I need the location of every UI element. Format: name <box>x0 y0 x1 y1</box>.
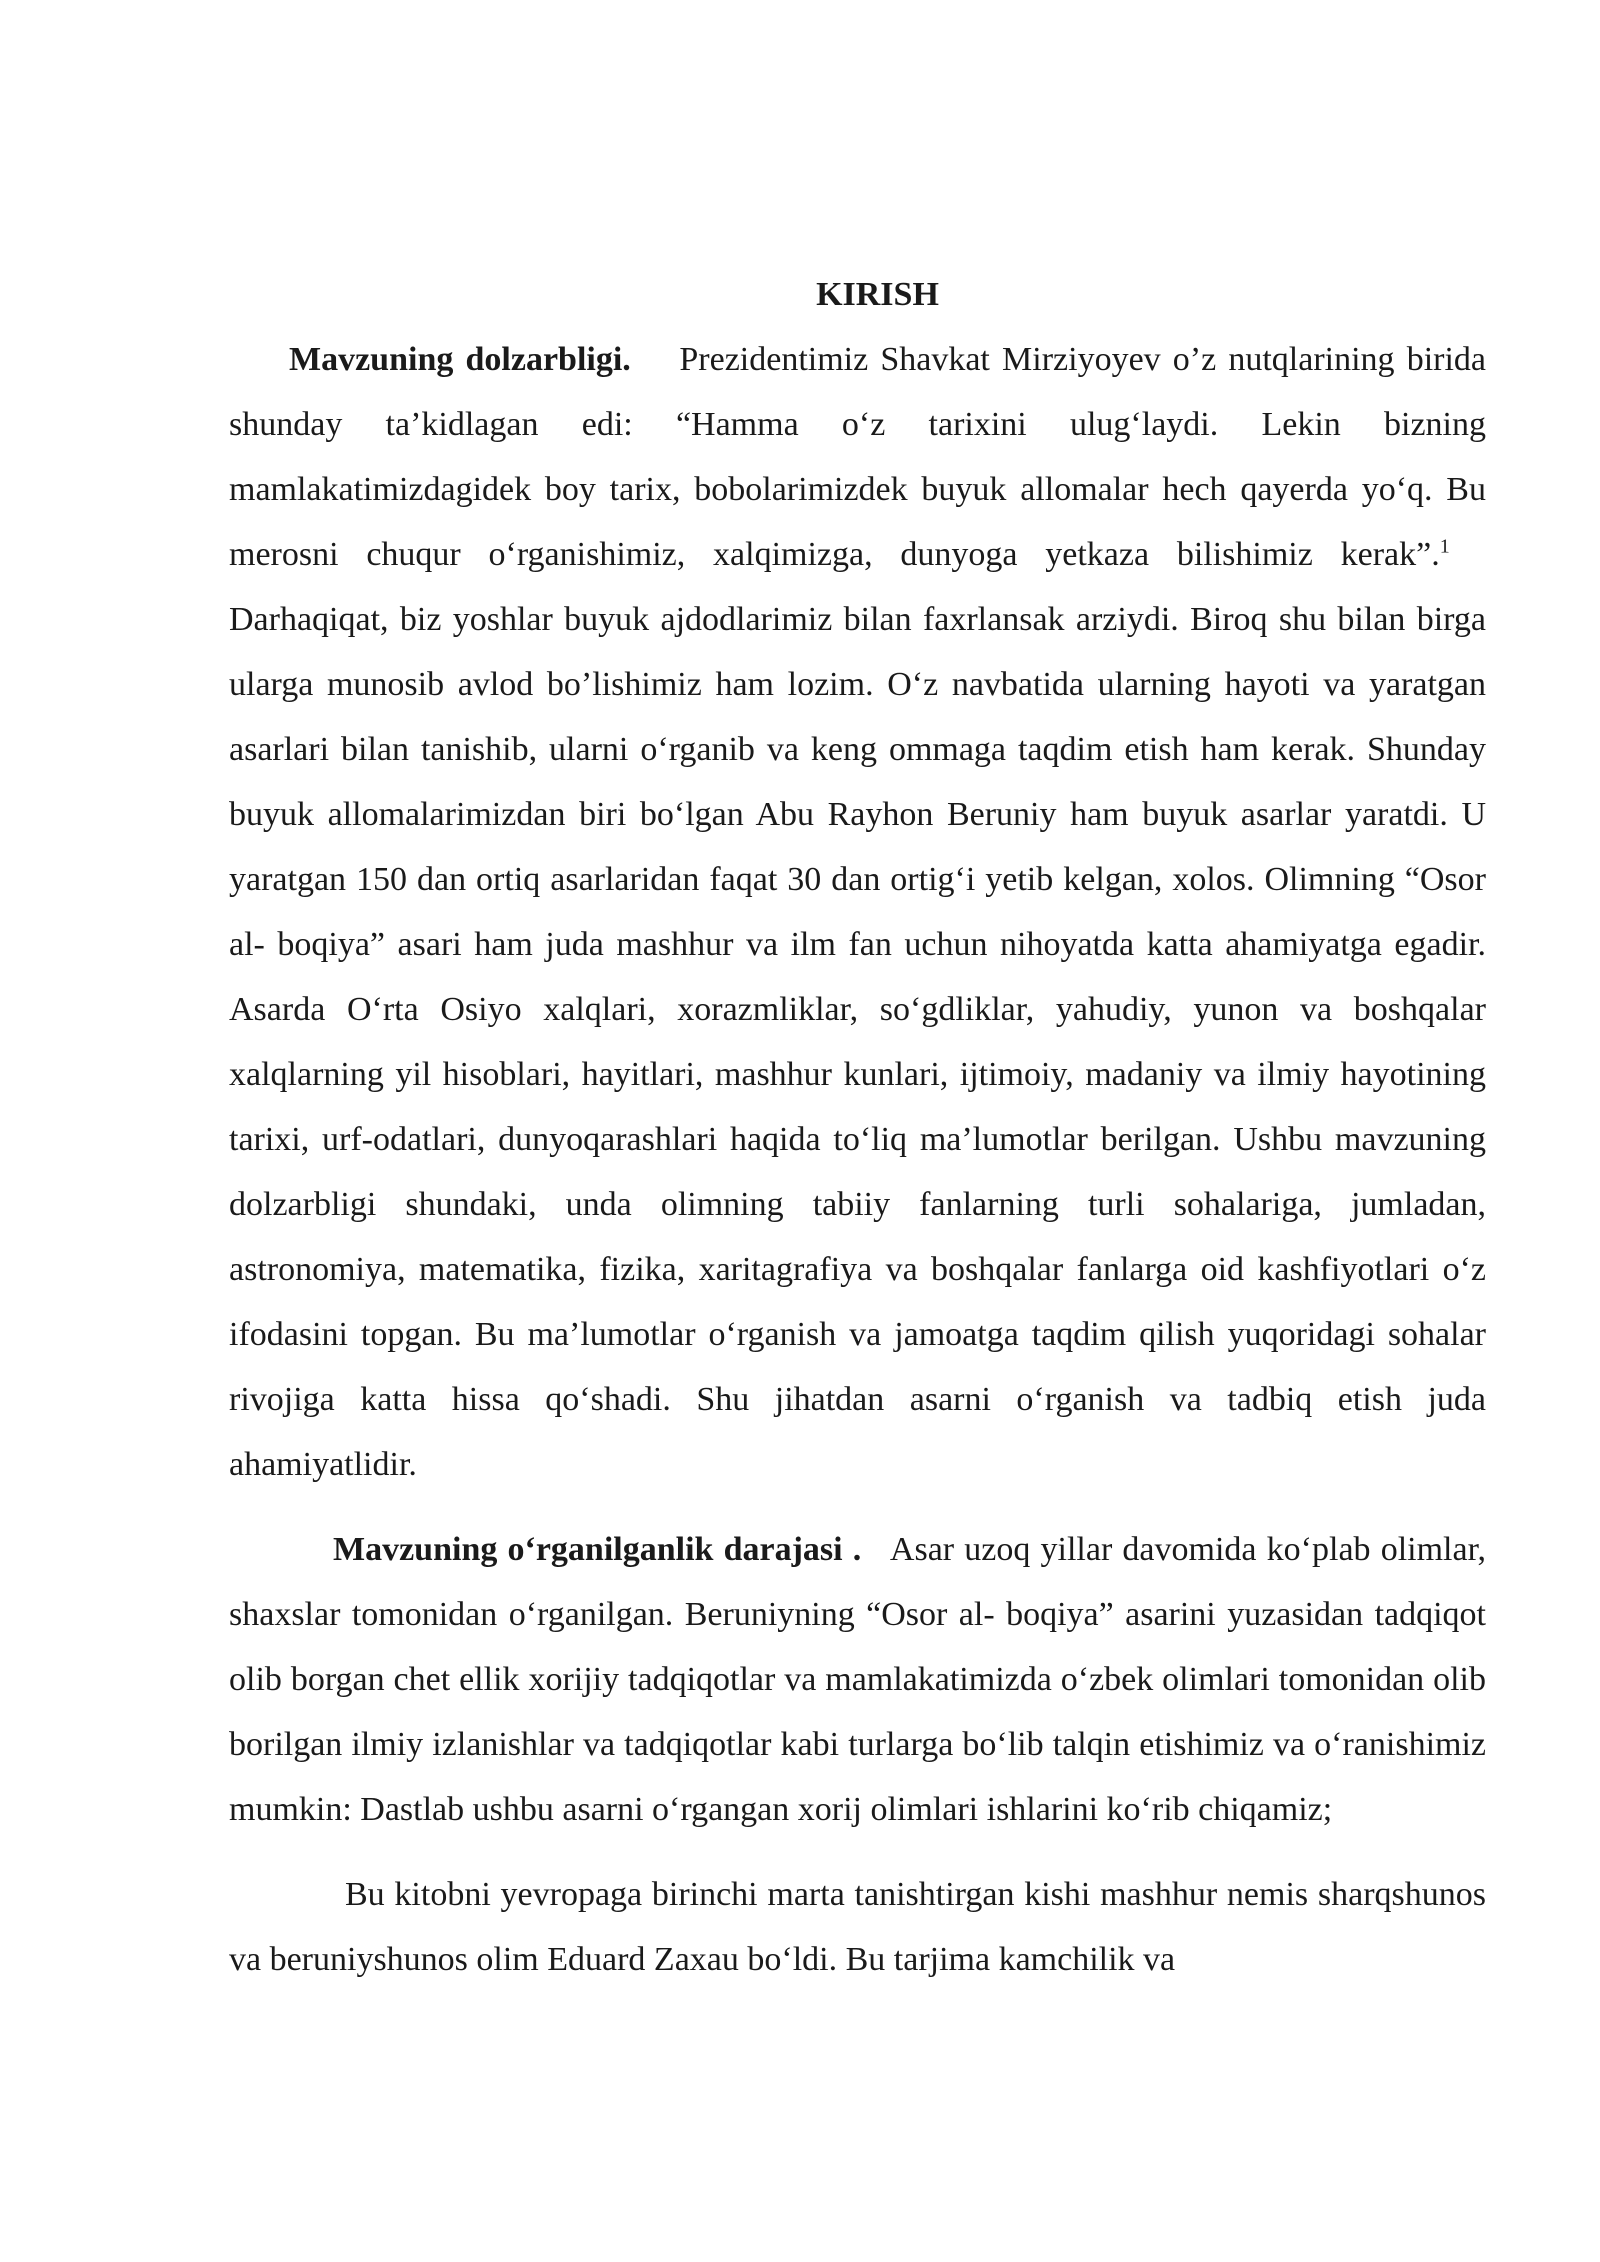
paragraph-text: Prezidentimiz Shavkat Mirziyoyev o’z nutqlarining birida shunday ta’kidlagan edi: “Hamma o‘z tarixini ulug‘laydi. Lekin bizning mamlakatimizdagidek boy tarix, bobolarimizdek buyuk allomalar hech qayerda yo‘q. Bu merosni chuqur o‘rganishimiz, xalqimizga, dunyoga yetkaza bilishimiz kerak”. <box>229 341 1487 573</box>
page-title: KIRISH <box>816 276 939 313</box>
paragraph-heading-relevance: Mavzuning dolzarbligi. <box>289 341 631 378</box>
paragraph-text: Darhaqiqat, biz yoshlar buyuk ajdodlarimiz bilan faxrlansak arziydi. Biroq shu bilan birga ularga munosib avlod bo’lishimiz ham lozim. O‘z navbatida ularning hayoti va yaratgan asarlari bilan tanishib, ularni o‘rganib va keng ommaga taqdim etish ham kerak. Shunday buyuk allomalarimizdan biri bo‘lgan Abu Rayhon Beruniy ham buyuk asarlar yaratdi. U yaratgan 150 dan ortiq asarlaridan faqat 30 dan ortig‘i yetib kelgan, xolos. Olimning “Osor al- boqiya” asari ham juda mashhur va ilm fan uchun nihoyatda katta ahamiyatga egadir. Asarda O‘rta Osiyo xalqlari, xorazmliklar, so‘gdliklar, yahudiy, yunon va boshqalar xalqlarning yil hisoblari, hayitlari, mashhur kunlari, ijtimoiy, madaniy va ilmiy hayotining tarixi, urf-odatlari, dunyoqarashlari haqida to‘liq ma’lumotlar berilgan. Ushbu mavzuning dolzarbligi shundaki, unda olimning tabiiy fanlarning turli sohalariga, jumladan, astronomiya, matematika, fizika, xaritagrafiya va boshqalar fanlarga oid kashfiyotlari o‘z ifodasini topgan. Bu ma’lumotlar o‘rganish va jamoatga taqdim qilish yuqoridagi sohalar rivojiga katta hissa qo‘shadi. Shu jihatdan asarni o‘rganish va tadbiq etish juda ahamiyatlidir. <box>229 601 1486 1483</box>
footnote-marker[interactable]: 1 <box>1439 535 1450 558</box>
page-content <box>229 262 1486 1992</box>
paragraph-text: Bu kitobni yevropaga birinchi marta tanishtirgan kishi mashhur nemis sharqshunos va beruniyshunos olim Eduard Zaxau bo‘ldi. Bu tarjima kamchilik va <box>229 1876 1486 1978</box>
paragraph-relevance <box>229 327 1486 1497</box>
paragraph-text: Asar uzoq yillar davomida ko‘plab olimlar, shaxslar tomonidan o‘rganilgan. Beruniyning “Osor al- boqiya” asarini yuzasidan tadqiqot olib borgan chet ellik xorijiy tadqiqotlar va mamlakatimizda o‘zbek olimlari tomonidan olib borilgan ilmiy izlanishlar va tadqiqotlar kabi turlarga bo‘lib talqin etishimiz va o‘ranishimiz mumkin: Dastlab ushbu asarni o‘rgangan xorij olimlari ishlarini ko‘rib chiqamiz; <box>229 1531 1487 1828</box>
paragraph-study-degree <box>229 1517 1486 1842</box>
paragraph-translation <box>229 1862 1486 1992</box>
paragraph-heading-study-degree: Mavzuning o‘rganilganlik darajasi . <box>333 1531 862 1568</box>
